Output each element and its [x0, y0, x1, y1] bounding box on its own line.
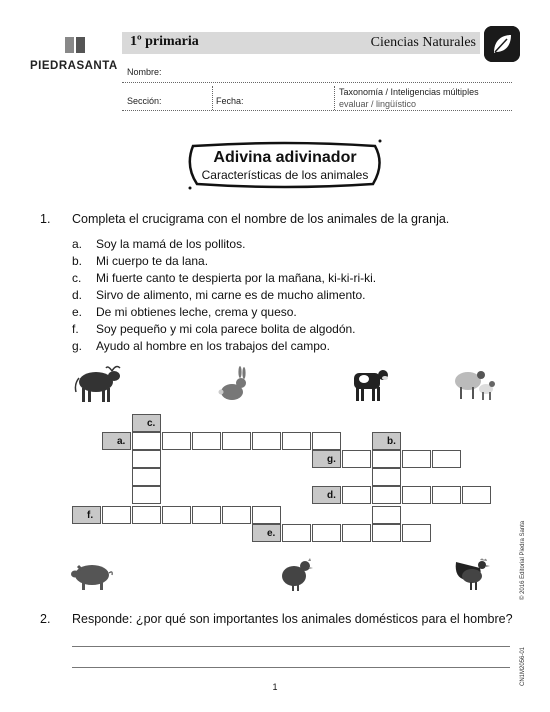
crossword-cell[interactable] — [312, 432, 341, 450]
question-number: 1. — [40, 212, 51, 226]
crossword-cell[interactable] — [222, 506, 251, 524]
question-text: Responde: ¿por qué son importantes los animales domésticos para el hombre? — [72, 612, 513, 626]
clue-letter: d. — [72, 288, 83, 302]
section-label: Sección: — [127, 96, 162, 106]
crossword-label-f: f. — [72, 506, 101, 524]
clue-letter: e. — [72, 305, 83, 319]
crossword-cell[interactable] — [282, 432, 311, 450]
question-text: Completa el crucigrama con el nombre de los animales de la granja. — [72, 212, 450, 226]
crossword-cell[interactable] — [222, 432, 251, 450]
clue-item — [72, 237, 245, 251]
answer-line[interactable] — [72, 646, 510, 647]
page-number: 1 — [272, 682, 278, 692]
crossword-cell[interactable] — [372, 506, 401, 524]
crossword-cell[interactable] — [192, 506, 221, 524]
pig-icon — [70, 560, 116, 592]
clue-item — [72, 322, 356, 336]
crossword-cell[interactable] — [102, 506, 131, 524]
sheep-icon — [452, 363, 496, 403]
crossword-cell[interactable] — [132, 450, 161, 468]
clue-item — [72, 288, 365, 302]
clue-text: Ayudo al hombre en los trabajos del campo. — [96, 339, 330, 353]
leaf-icon — [484, 26, 520, 62]
divider — [212, 86, 213, 110]
crossword-cell[interactable] — [252, 432, 281, 450]
crossword-cell[interactable] — [342, 524, 371, 542]
name-line[interactable] — [122, 82, 512, 83]
crossword-cell[interactable] — [132, 486, 161, 504]
cow-icon — [348, 363, 390, 405]
question-number: 2. — [40, 612, 51, 626]
document-code: CN1M2056-01 — [520, 646, 526, 686]
copyright-text: © 2016 Editorial Piedra Santa — [520, 520, 526, 600]
name-label: Nombre: — [127, 67, 162, 77]
clue-item — [72, 305, 297, 319]
crossword-cell[interactable] — [342, 486, 371, 504]
clue-text: Soy pequeño y mi cola parece bolita de algodón. — [96, 322, 356, 336]
crossword-cell[interactable] — [342, 450, 371, 468]
crossword-cell[interactable] — [402, 450, 431, 468]
crossword-cell[interactable] — [162, 506, 191, 524]
ox-icon — [72, 362, 122, 404]
answer-line[interactable] — [72, 667, 510, 668]
brand-name: PIEDRASANTA — [30, 60, 118, 72]
crossword-cell[interactable] — [372, 524, 401, 542]
crossword-cell[interactable] — [372, 486, 401, 504]
crossword-cell[interactable] — [372, 468, 401, 486]
crossword-cell[interactable] — [312, 524, 341, 542]
worksheet-title: Adivina adivinador — [213, 149, 357, 166]
crossword-cell[interactable] — [192, 432, 221, 450]
section-line — [122, 110, 512, 111]
clue-text: Mi fuerte canto te despierta por la mañana, ki-ki-ri-ki. — [96, 271, 377, 285]
crossword-cell[interactable] — [432, 486, 461, 504]
taxonomy-detail: evaluar / lingüístico — [339, 99, 417, 109]
clue-item — [72, 339, 330, 353]
divider — [334, 86, 335, 110]
clue-item — [72, 271, 376, 285]
hen-icon — [278, 556, 314, 592]
taxonomy-label: Taxonomía / Inteligencias múltiples — [339, 87, 479, 97]
rabbit-icon — [218, 366, 250, 402]
crossword-cell[interactable] — [402, 486, 431, 504]
crossword-label-c: c. — [132, 414, 161, 432]
clue-letter: f. — [72, 322, 79, 336]
crossword-cell[interactable] — [402, 524, 431, 542]
crossword-label-d: d. — [312, 486, 341, 504]
crossword-cell[interactable] — [372, 450, 401, 468]
crossword-cell[interactable] — [132, 468, 161, 486]
crossword-cell[interactable] — [162, 432, 191, 450]
rooster-icon — [452, 556, 494, 592]
crossword-label-g: g. — [312, 450, 341, 468]
crossword-cell[interactable] — [462, 486, 491, 504]
crossword-label-a: a. — [102, 432, 131, 450]
crossword-cell[interactable] — [252, 506, 281, 524]
grade-label: 1º primaria — [130, 34, 199, 49]
clue-item — [72, 254, 208, 268]
subject-label: Ciencias Naturales — [370, 35, 476, 50]
crossword-cell[interactable] — [432, 450, 461, 468]
clue-text: De mi obtienes leche, crema y queso. — [96, 305, 297, 319]
crossword-cell[interactable] — [132, 432, 161, 450]
clue-letter: g. — [72, 339, 83, 353]
book-logo-icon — [64, 36, 86, 54]
crossword-label-b: b. — [372, 432, 401, 450]
clue-text: Sirvo de alimento, mi carne es de mucho alimento. — [96, 288, 366, 302]
crossword-cell[interactable] — [282, 524, 311, 542]
clue-text: Soy la mamá de los pollitos. — [96, 237, 246, 251]
date-label: Fecha: — [216, 96, 244, 106]
worksheet-subtitle: Características de los animales — [201, 168, 369, 182]
clue-letter: a. — [72, 237, 83, 251]
clue-text: Mi cuerpo te da lana. — [96, 254, 209, 268]
clue-letter: b. — [72, 254, 83, 268]
crossword-cell[interactable] — [132, 506, 161, 524]
clue-letter: c. — [72, 271, 82, 285]
crossword-label-e: e. — [252, 524, 281, 542]
